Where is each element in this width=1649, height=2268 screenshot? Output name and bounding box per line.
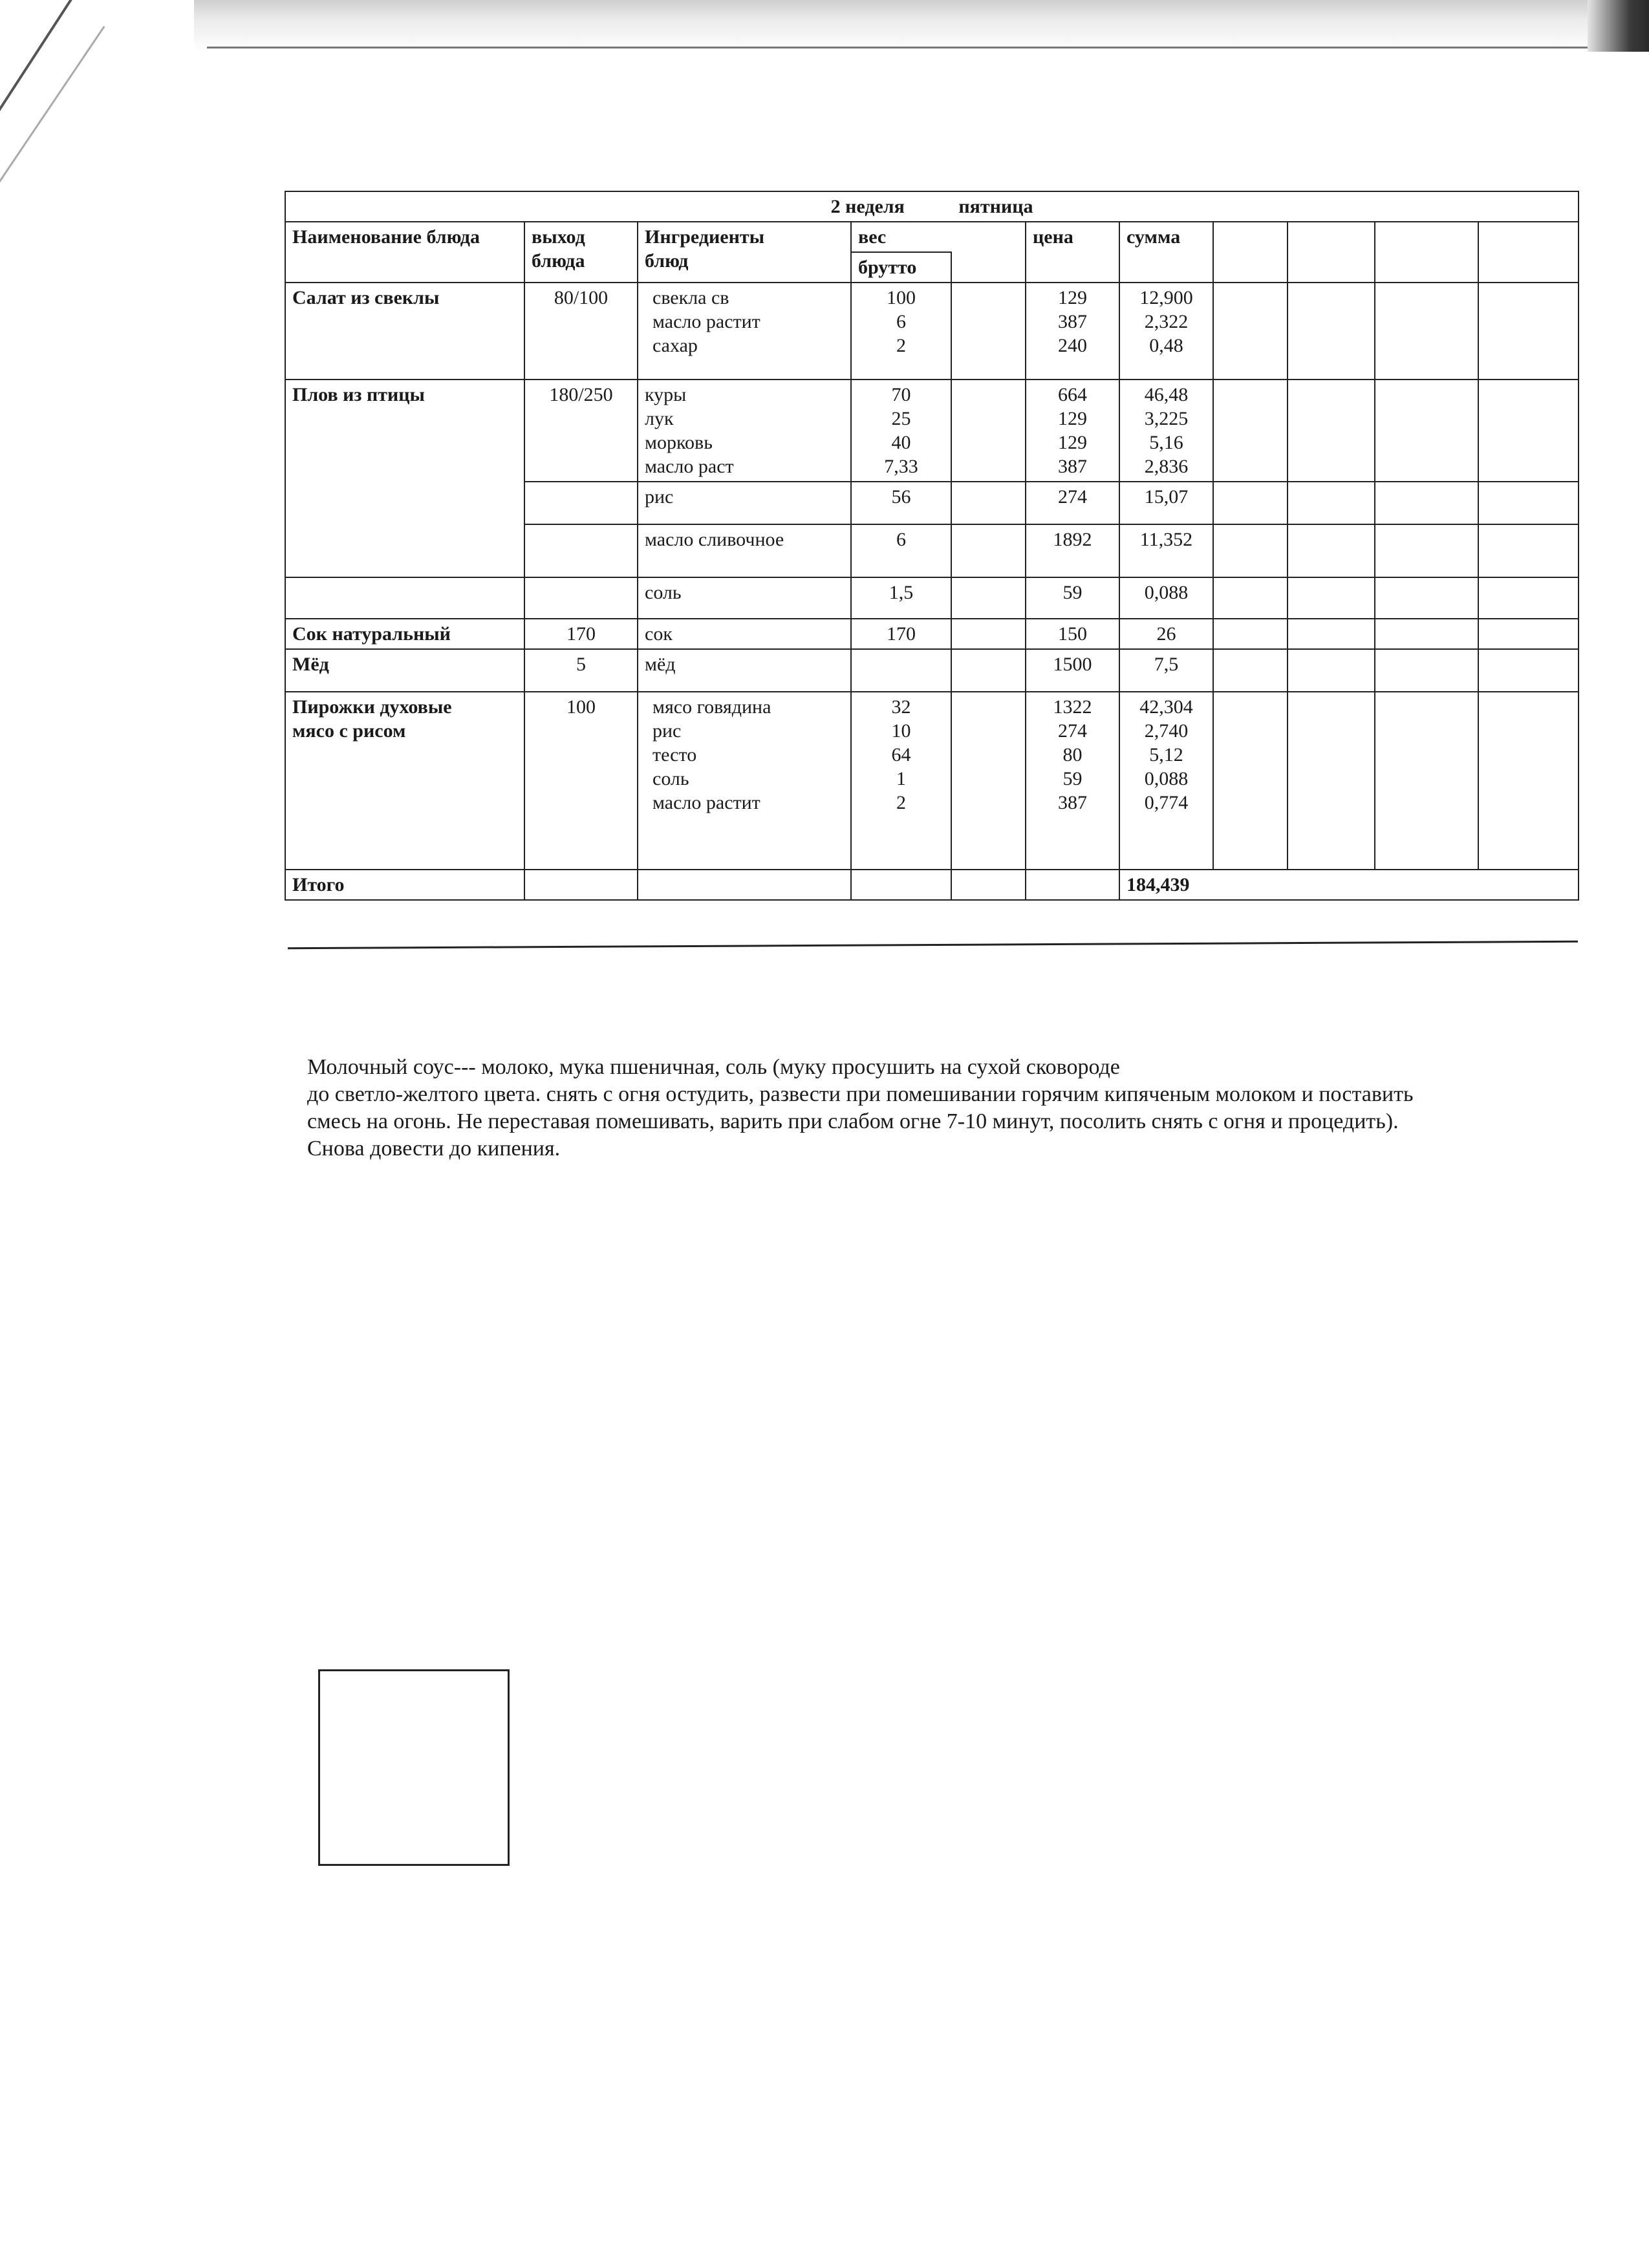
col-header-yield-line1: выход	[532, 226, 585, 248]
empty-cell	[1213, 380, 1288, 482]
dish-yield: 170	[524, 619, 638, 649]
ingredient: соль	[638, 577, 851, 619]
scan-fold-mark	[0, 0, 80, 249]
table-row-salad	[285, 283, 1579, 380]
weight: 6	[851, 524, 951, 577]
ingredient-list: мясо говядина рис тесто соль масло растит	[638, 692, 851, 870]
empty-cell	[951, 870, 1026, 900]
empty-cell	[1288, 649, 1375, 692]
table-row-pilaf	[285, 380, 1579, 482]
col-empty	[1213, 222, 1288, 283]
day-label: пятница	[958, 196, 1033, 217]
dish-yield: 5	[524, 649, 638, 692]
empty-cell	[524, 577, 638, 619]
empty-cell	[524, 524, 638, 577]
col-header-yield-line2: блюда	[532, 250, 585, 272]
weight: 56	[851, 482, 951, 524]
empty-cell	[951, 283, 1026, 380]
empty-cell	[1375, 619, 1478, 649]
empty-cell	[1478, 283, 1579, 380]
empty-cell	[1375, 283, 1478, 380]
price: 59	[1026, 577, 1119, 619]
col-header-ingredients	[638, 222, 851, 283]
sauce-recipe	[307, 1054, 1568, 1162]
sum: 26	[1119, 619, 1213, 649]
week-day-title	[285, 191, 1579, 222]
recipe-line: Снова довести до кипения.	[307, 1137, 561, 1161]
price-list: 664 129 129 387	[1026, 380, 1119, 482]
empty-cell	[1288, 283, 1375, 380]
empty-cell	[1375, 380, 1478, 482]
empty-cell	[951, 380, 1026, 482]
empty-cell	[1375, 482, 1478, 524]
empty-cell	[951, 692, 1026, 870]
ingredient-list: свекла св масло растит сахар	[638, 283, 851, 380]
sum-list: 46,48 3,225 5,16 2,836	[1119, 380, 1213, 482]
col-header-weight	[851, 222, 1026, 283]
price: 274	[1026, 482, 1119, 524]
empty-cell	[285, 577, 524, 619]
empty-cell	[1375, 577, 1478, 619]
table-row-honey	[285, 649, 1579, 692]
ingredient: сок	[638, 619, 851, 649]
empty-cell	[1375, 649, 1478, 692]
col-header-yield	[524, 222, 638, 283]
sum-list: 12,900 2,322 0,48	[1119, 283, 1213, 380]
price-list: 1322 274 80 59 387	[1026, 692, 1119, 870]
col-header-gross: брутто	[852, 251, 952, 282]
menu-table-wrapper	[285, 191, 1578, 901]
empty-cell	[1478, 692, 1579, 870]
col-header-ingredients-line2: блюд	[645, 250, 689, 272]
weight-list: 70 25 40 7,33	[851, 380, 951, 482]
total-sum: 184,439	[1119, 870, 1579, 900]
weight-list: 100 6 2	[851, 283, 951, 380]
dish-yield: 180/250	[524, 380, 638, 482]
dish-yield: 100	[524, 692, 638, 870]
table-row-juice	[285, 619, 1579, 649]
price: 1892	[1026, 524, 1119, 577]
dish-yield: 80/100	[524, 283, 638, 380]
col-header-weight-label: вес	[858, 226, 887, 248]
empty-cell	[951, 577, 1026, 619]
empty-cell	[1213, 283, 1288, 380]
empty-cell	[1213, 577, 1288, 619]
col-empty	[1478, 222, 1579, 283]
table-row-pies	[285, 692, 1579, 870]
menu-table	[285, 191, 1579, 901]
weight: 170	[851, 619, 951, 649]
sum: 0,088	[1119, 577, 1213, 619]
scan-corner	[1588, 0, 1649, 52]
col-header-sum: сумма	[1119, 222, 1213, 283]
price-list: 129 387 240	[1026, 283, 1119, 380]
week-label: 2 неделя	[830, 196, 905, 217]
price: 1500	[1026, 649, 1119, 692]
sum: 7,5	[1119, 649, 1213, 692]
scan-fold-mark-2	[0, 26, 105, 220]
empty-cell	[851, 649, 951, 692]
empty-cell	[1288, 380, 1375, 482]
dish-name: Сок натуральный	[285, 619, 524, 649]
empty-cell	[1288, 577, 1375, 619]
empty-cell	[1288, 692, 1375, 870]
empty-cell	[951, 482, 1026, 524]
stamp-box	[318, 1669, 510, 1866]
ingredient-list: куры лук морковь масло раст	[638, 380, 851, 482]
ingredient: рис	[638, 482, 851, 524]
col-header-dish: Наименование блюда	[285, 222, 524, 283]
empty-cell	[1213, 649, 1288, 692]
weight-list: 32 10 64 1 2	[851, 692, 951, 870]
col-header-ingredients-line1: Ингредиенты	[645, 226, 765, 248]
col-empty	[1288, 222, 1375, 283]
total-label: Итого	[285, 870, 524, 900]
empty-cell	[1026, 870, 1119, 900]
dish-name: Салат из свеклы	[285, 283, 524, 380]
empty-cell	[1478, 619, 1579, 649]
header-row	[285, 222, 1579, 283]
weight: 1,5	[851, 577, 951, 619]
horizontal-divider	[288, 941, 1578, 949]
sum-list: 42,304 2,740 5,12 0,088 0,774	[1119, 692, 1213, 870]
col-header-price: цена	[1026, 222, 1119, 283]
sum: 11,352	[1119, 524, 1213, 577]
empty-cell	[1478, 577, 1579, 619]
table-row-salt	[285, 577, 1579, 619]
dish-name: Плов из птицы	[285, 380, 524, 577]
col-empty	[1375, 222, 1478, 283]
empty-cell	[1213, 524, 1288, 577]
ingredient: мёд	[638, 649, 851, 692]
empty-cell	[1478, 482, 1579, 524]
empty-cell	[1478, 380, 1579, 482]
price: 150	[1026, 619, 1119, 649]
empty-cell	[851, 870, 951, 900]
empty-cell	[1375, 692, 1478, 870]
empty-cell	[1288, 619, 1375, 649]
recipe-line: до светло-желтого цвета. снять с огня остудить, развести при помешивании горячим кипяченым молоком и поставить	[307, 1082, 1414, 1106]
scan-edge-line	[207, 47, 1604, 48]
scan-edge-top	[194, 0, 1649, 52]
title-row	[285, 191, 1579, 222]
dish-name: Мёд	[285, 649, 524, 692]
empty-cell	[1478, 649, 1579, 692]
empty-cell	[951, 524, 1026, 577]
empty-cell	[524, 870, 638, 900]
empty-cell	[1375, 524, 1478, 577]
empty-cell	[524, 482, 638, 524]
ingredient: масло сливочное	[638, 524, 851, 577]
recipe-line: Молочный соус--- молоко, мука пшеничная, соль (муку просушить на сухой сковороде	[307, 1055, 1120, 1079]
empty-cell	[1213, 619, 1288, 649]
empty-cell	[638, 870, 851, 900]
empty-cell	[951, 619, 1026, 649]
dish-name: Пирожки духовые мясо с рисом	[285, 692, 524, 870]
empty-cell	[1478, 524, 1579, 577]
empty-cell	[1288, 524, 1375, 577]
table-row-total	[285, 870, 1579, 900]
empty-cell	[951, 649, 1026, 692]
empty-cell	[1288, 482, 1375, 524]
empty-cell	[1213, 482, 1288, 524]
sum: 15,07	[1119, 482, 1213, 524]
empty-cell	[1213, 692, 1288, 870]
recipe-line: смесь на огонь. Не переставая помешивать, варить при слабом огне 7-10 минут, посолить снять с огня и процедить).	[307, 1109, 1399, 1133]
